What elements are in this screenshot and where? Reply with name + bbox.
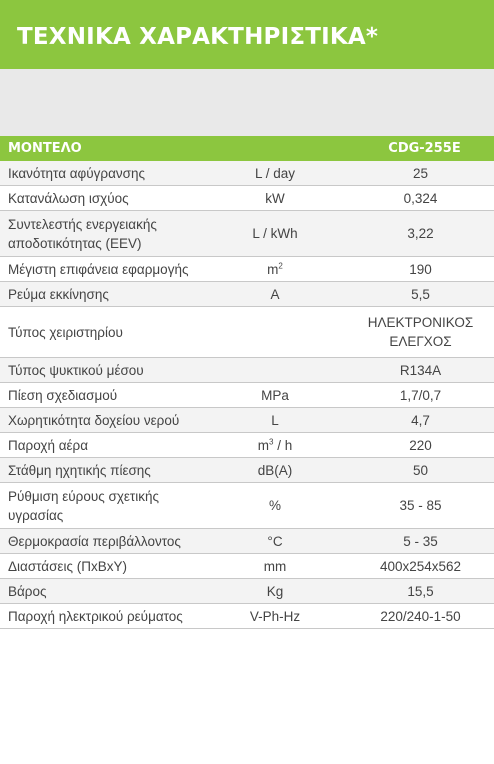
- spec-unit-text: A: [270, 286, 280, 302]
- page-title: ΤΕΧΝΙΚΑ ΧΑΡΑΚΤΗΡΙΣΤΙΚΑ*: [17, 24, 379, 50]
- spec-unit: [225, 383, 325, 408]
- table-row: [0, 358, 494, 383]
- spec-unit-text: mm: [263, 558, 287, 574]
- spec-unit: [225, 483, 325, 529]
- spec-unit-text: kW: [265, 190, 285, 206]
- spec-label: Συντελεστής ενεργειακής αποδοτικότητας (EEV): [0, 211, 225, 257]
- table-row: [0, 282, 494, 307]
- spec-value: 1,7/0,7: [325, 383, 494, 408]
- table-row: [0, 554, 494, 579]
- spec-unit: [225, 307, 325, 358]
- spec-label: Βάρος: [0, 579, 225, 604]
- spec-label: Στάθμη ηχητικής πίεσης: [0, 458, 225, 483]
- table-row: [0, 483, 494, 529]
- spec-unit: [225, 458, 325, 483]
- spec-unit: [225, 433, 325, 458]
- spec-label: Παροχή ηλεκτρικού ρεύματος: [0, 604, 225, 629]
- model-value: CDG-255E: [325, 136, 494, 161]
- table-row: [0, 433, 494, 458]
- spec-label: Χωρητικότητα δοχείου νερού: [0, 408, 225, 433]
- spec-unit: [225, 579, 325, 604]
- spec-unit: [225, 186, 325, 211]
- spec-value: 220/240-1-50: [325, 604, 494, 629]
- spec-unit: [225, 408, 325, 433]
- specs-body: [0, 161, 494, 629]
- table-row: [0, 211, 494, 257]
- spec-label: Ρεύμα εκκίνησης: [0, 282, 225, 307]
- spec-unit-text: MPa: [261, 387, 289, 403]
- model-label: ΜΟΝΤΕΛΟ: [0, 136, 225, 161]
- table-row: [0, 186, 494, 211]
- spec-value: 400x254x562: [325, 554, 494, 579]
- table-row: [0, 257, 494, 282]
- spec-unit-text: Kg: [266, 583, 284, 599]
- spec-label: Παροχή αέρα: [0, 433, 225, 458]
- spec-label: Μέγιστη επιφάνεια εφαρμογής: [0, 257, 225, 282]
- spec-value: 3,22: [325, 211, 494, 257]
- spec-unit-text: L / kWh: [252, 226, 298, 241]
- table-header-row: [0, 136, 494, 161]
- spec-value: 0,324: [325, 186, 494, 211]
- header-unit-cell: [225, 136, 325, 161]
- spec-unit-text: m: [257, 437, 270, 453]
- spec-label: Ικανότητα αφύγρανσης: [0, 161, 225, 186]
- spec-unit-text: °C: [267, 533, 283, 549]
- spec-value: 35 - 85: [325, 483, 494, 529]
- spec-value: 50: [325, 458, 494, 483]
- spec-label: Θερμοκρασία περιβάλλοντος: [0, 529, 225, 554]
- table-row: [0, 383, 494, 408]
- spec-unit: [225, 554, 325, 579]
- spec-unit: [225, 358, 325, 383]
- spec-label: Τύπος χειριστηρίου: [0, 307, 225, 358]
- spec-unit-text: m: [267, 261, 279, 277]
- spec-unit-exponent: 2: [278, 261, 283, 270]
- spec-unit: [225, 604, 325, 629]
- spec-value: R134A: [325, 358, 494, 383]
- spec-unit: [225, 161, 325, 186]
- table-row: [0, 604, 494, 629]
- spec-value: 5 - 35: [325, 529, 494, 554]
- spec-label: Κατανάλωση ισχύος: [0, 186, 225, 211]
- specs-table: [0, 136, 494, 629]
- spec-label: Ρύθμιση εύρους σχετικής υγρασίας: [0, 483, 225, 529]
- spec-value: 220: [325, 433, 494, 458]
- spec-unit-text: L: [271, 412, 279, 428]
- table-row: [0, 458, 494, 483]
- table-row: [0, 579, 494, 604]
- spec-unit: [225, 211, 325, 257]
- spec-value: 4,7: [325, 408, 494, 433]
- spec-unit-text: L / day: [254, 165, 296, 181]
- spec-label: Τύπος ψυκτικού μέσου: [0, 358, 225, 383]
- table-row: [0, 408, 494, 433]
- title-band: [0, 0, 494, 69]
- spec-value: 5,5: [325, 282, 494, 307]
- spec-label: Πίεση σχεδιασμού: [0, 383, 225, 408]
- spec-unit-text: V-Ph-Hz: [249, 608, 301, 624]
- spec-value: 190: [325, 257, 494, 282]
- spec-unit-text: dB(A): [257, 462, 293, 478]
- table-row: [0, 161, 494, 186]
- spec-unit-exponent: 3: [269, 437, 274, 446]
- spec-value: ΗΛΕΚΤΡΟΝΙΚΟΣ ΕΛΕΓΧΟΣ: [325, 307, 494, 358]
- gray-band: [0, 69, 494, 136]
- spec-value: 15,5: [325, 579, 494, 604]
- spec-unit-text: %: [268, 498, 281, 513]
- spec-label: Διαστάσεις (ΠxΒxΥ): [0, 554, 225, 579]
- spec-unit: [225, 282, 325, 307]
- spec-value: 25: [325, 161, 494, 186]
- spec-unit-suffix: / h: [273, 437, 293, 453]
- spec-unit: [225, 257, 325, 282]
- table-row: [0, 307, 494, 358]
- spec-unit: [225, 529, 325, 554]
- table-row: [0, 529, 494, 554]
